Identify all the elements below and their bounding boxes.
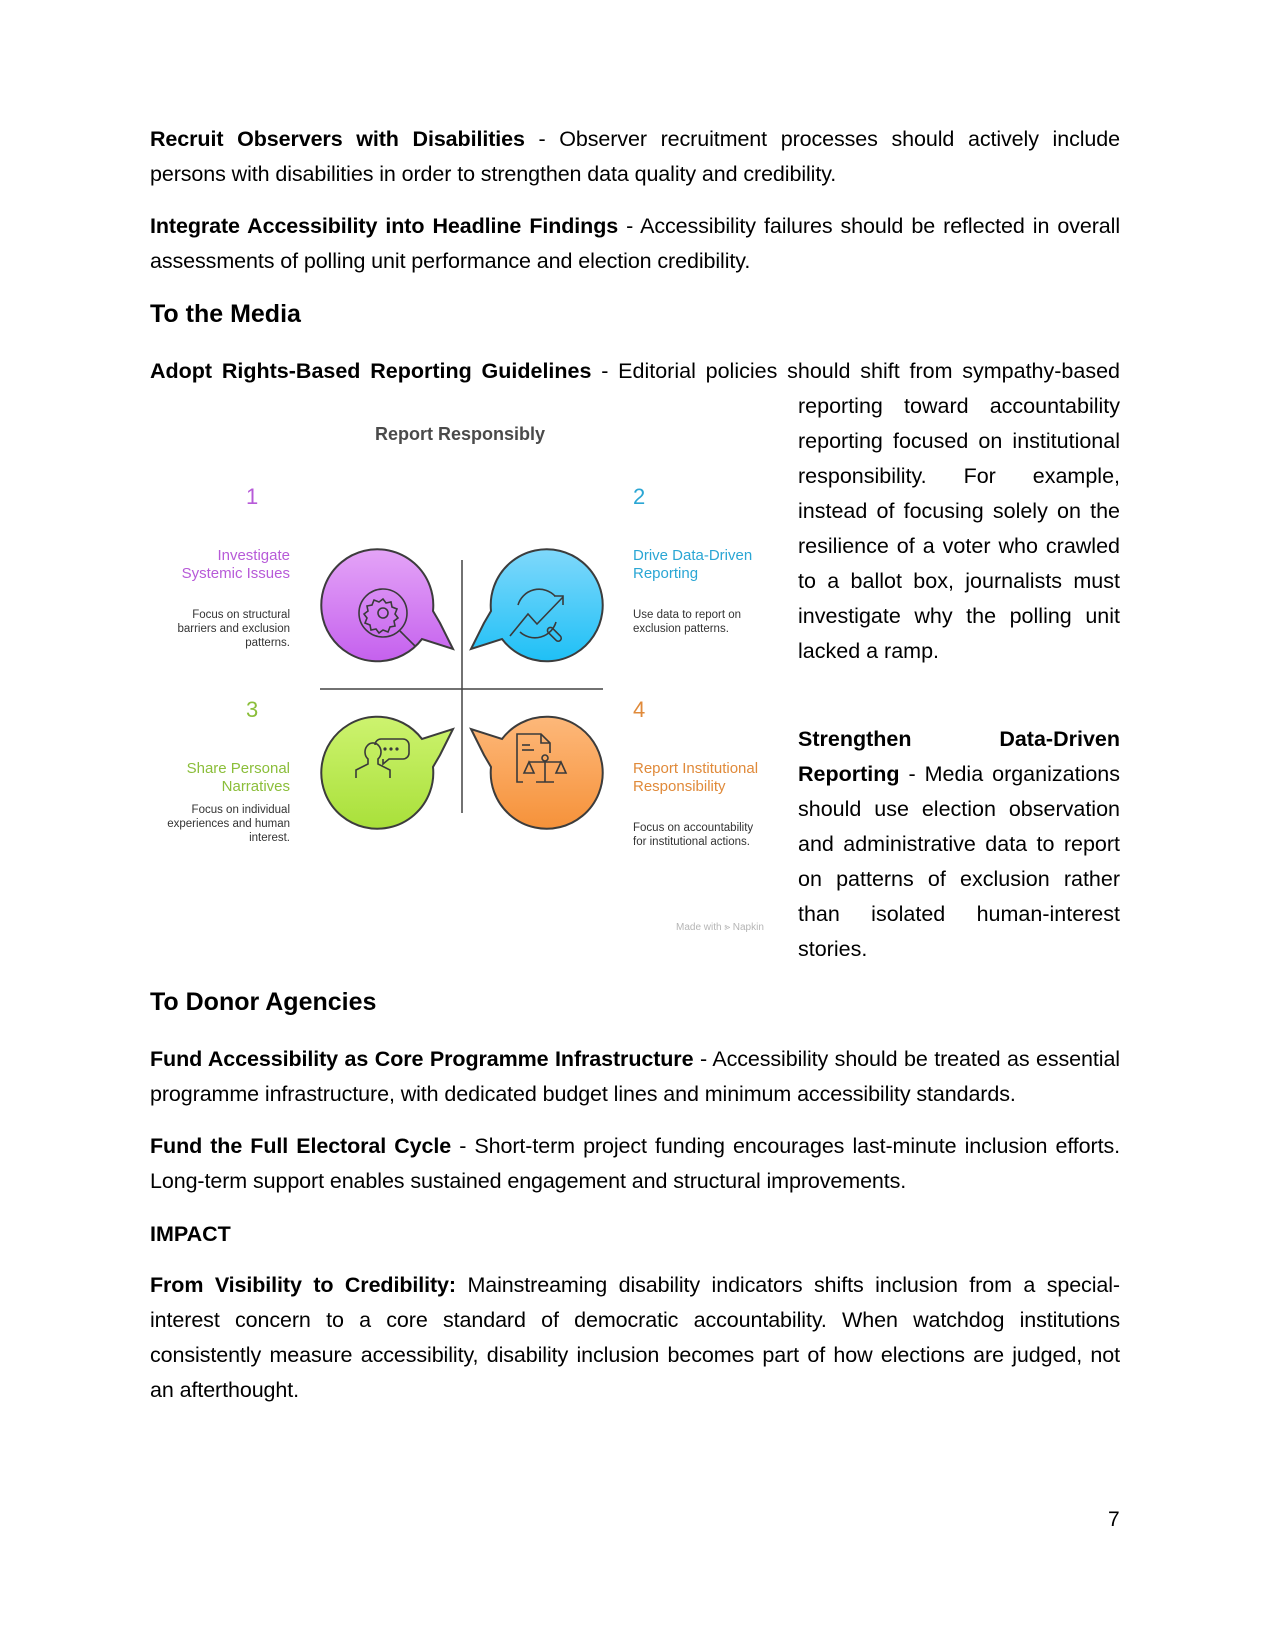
- paragraph-text: Mainstreaming disability indicators shifts inclusion from a special-interest concern to a core standard of democratic accountability. When watchdog institutions consistently measure accessibility, disability inclusion becomes part of how elections are judged, not an afterthought.: [150, 1273, 1120, 1402]
- paragraph-strengthen-data: [798, 722, 1120, 967]
- page-number: 7: [1108, 1508, 1120, 1531]
- bold-lead: Recruit Observers with Disabilities: [150, 127, 525, 151]
- item-4-number: 4: [633, 697, 646, 722]
- item-3-label: Share Personal Narratives: [186, 760, 290, 795]
- item-1-number: 1: [246, 484, 259, 509]
- item-2-number: 2: [633, 484, 646, 509]
- paragraph-fund-accessibility: [150, 1042, 1120, 1112]
- napkin-watermark: Made with ⪢ Napkin: [676, 922, 764, 933]
- paragraph-text: - Observer recruitment processes should actively include persons with disabilities in order to strengthen data quality and credibility.: [150, 127, 1120, 186]
- diagram-graphic: [170, 400, 770, 940]
- item-4-description: Focus on accountability for institutional actions.: [633, 822, 754, 848]
- bubble-2: [471, 549, 603, 661]
- paragraph-visibility-credibility: [150, 1268, 1120, 1408]
- paragraph-adopt-guidelines-rest: reporting toward accountability reporting focused on institutional responsibility. For example, instead of focusing solely on the resilience of a voter who crawled to a ballot box, journalists must investigate why the polling unit lacked a ramp.: [798, 394, 1120, 663]
- bold-lead: Strengthen Data-Driven Reporting: [798, 727, 1120, 786]
- bubble-3: [321, 717, 453, 829]
- paragraph-text: - Editorial policies should shift from sympathy-based: [591, 359, 1120, 383]
- item-3-description: Focus on individual experiences and human interest.: [167, 804, 290, 844]
- item-1-label: Investigate Systemic Issues: [181, 547, 290, 582]
- paragraph-text: - Accessibility failures should be reflected in overall assessments of polling unit performance and election credibility.: [150, 214, 1120, 273]
- paragraph-recruit-observers: [150, 122, 1120, 192]
- item-1-description: Focus on structural barriers and exclusion patterns.: [177, 609, 290, 649]
- paragraph-integrate-accessibility: [150, 209, 1120, 279]
- heading-to-the-media: To the Media: [150, 300, 301, 328]
- paragraph-fund-electoral-cycle: [150, 1129, 1120, 1199]
- bold-lead: Adopt Rights-Based Reporting Guidelines: [150, 359, 592, 383]
- item-4-label: Report Institutional Responsibility: [633, 760, 759, 795]
- item-2-description: Use data to report on exclusion patterns.: [633, 609, 742, 635]
- diagram-title: Report Responsibly: [374, 424, 546, 444]
- bold-lead: From Visibility to Credibility:: [150, 1273, 456, 1297]
- bubble-1: [321, 549, 453, 661]
- paragraph-text: - Media organizations should use election observation and administrative data to report on patterns of exclusion rather than isolated human-interest stories.: [798, 762, 1120, 961]
- heading-to-donor-agencies: To Donor Agencies: [150, 988, 377, 1016]
- item-3-number: 3: [246, 697, 259, 722]
- report-responsibly-diagram: [167, 400, 770, 940]
- paragraph-text: - Accessibility should be treated as essential programme infrastructure, with dedicated budget lines and minimum accessibility standards.: [150, 1047, 1120, 1106]
- paragraph-adopt-guidelines-line1: [150, 354, 1120, 389]
- bold-lead: Fund Accessibility as Core Programme Infrastructure: [150, 1047, 694, 1071]
- heading-impact: IMPACT: [150, 1222, 231, 1246]
- bold-lead: Integrate Accessibility into Headline Findings: [150, 214, 619, 238]
- paragraph-text: - Short-term project funding encourages last-minute inclusion efforts. Long-term support enables sustained engagement and structural improvements.: [150, 1134, 1120, 1193]
- item-2-label: Drive Data-Driven Reporting: [633, 547, 753, 582]
- bold-lead: Fund the Full Electoral Cycle: [150, 1134, 452, 1158]
